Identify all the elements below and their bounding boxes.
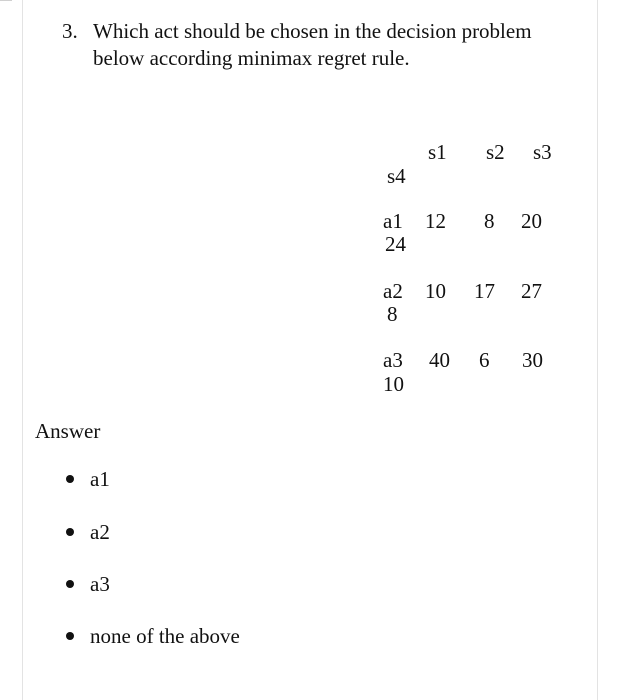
option-label: a2: [90, 520, 110, 544]
table-cell: 17: [474, 279, 495, 303]
question-block: [62, 18, 572, 72]
table-header-s2: s2: [486, 140, 505, 164]
answer-option-a1[interactable]: [66, 466, 110, 492]
option-label: none of the above: [90, 624, 240, 648]
table-cell: 27: [521, 279, 542, 303]
table-row-act: a3: [383, 348, 403, 372]
table-cell: 30: [522, 348, 543, 372]
table-cell: 40: [429, 348, 450, 372]
option-label: a3: [90, 572, 110, 596]
bullet-icon: [66, 632, 74, 640]
question-text: Which act should be chosen in the decision problem below according minimax regret rule.: [93, 19, 532, 70]
answer-option-a3[interactable]: [66, 571, 110, 597]
bullet-icon: [66, 528, 74, 536]
card-edge-mark: [0, 0, 12, 1]
table-cell: 24: [385, 232, 406, 256]
option-label: a1: [90, 467, 110, 491]
table-header-s4: s4: [387, 164, 406, 188]
table-cell: 10: [383, 372, 404, 396]
bullet-icon: [66, 475, 74, 483]
table-cell: 20: [521, 209, 542, 233]
answer-label: Answer: [35, 419, 101, 443]
table-cell: 12: [425, 209, 446, 233]
table-header-s3: s3: [533, 140, 552, 164]
table-cell: 8: [387, 302, 398, 326]
answer-option-none[interactable]: [66, 623, 240, 649]
table-row-act: a2: [383, 279, 403, 303]
table-row-act: a1: [383, 209, 403, 233]
bullet-icon: [66, 580, 74, 588]
table-cell: 8: [484, 209, 495, 233]
table-header-s1: s1: [428, 140, 447, 164]
question-number: 3.: [62, 19, 78, 43]
answer-option-a2[interactable]: [66, 519, 110, 545]
table-cell: 10: [425, 279, 446, 303]
table-cell: 6: [479, 348, 490, 372]
